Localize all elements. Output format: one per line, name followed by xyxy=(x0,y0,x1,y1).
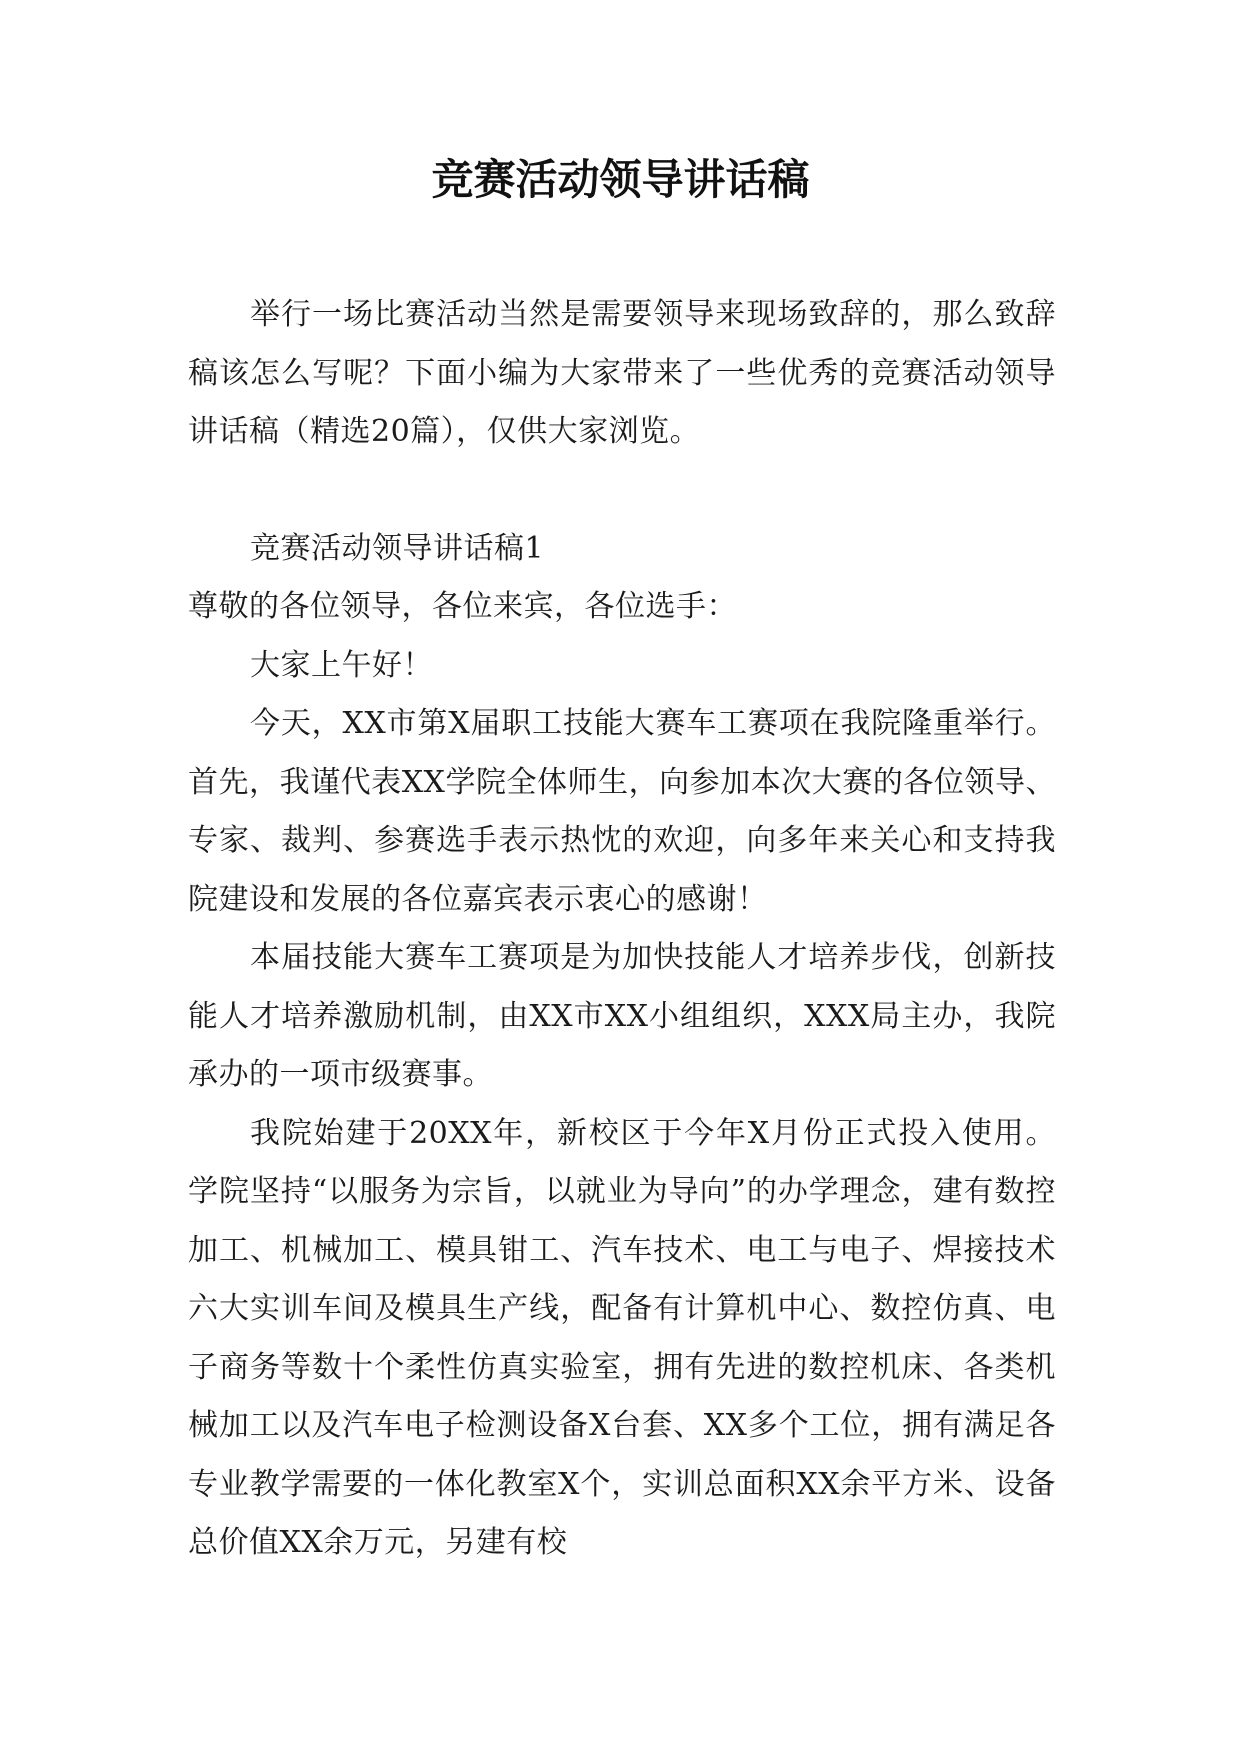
body-paragraph-1: 今天，XX市第X届职工技能大赛车工赛项在我院隆重举行。首先，我谨代表XX学院全体师生，向参加本次大赛的各位领导、专家、裁判、参赛选手表示热忱的欢迎，向多年来关心和支持我院建设和发展的各位嘉宾表示衷心的感谢！ xyxy=(188,706,1056,917)
greeting: 大家上午好！ xyxy=(250,647,433,683)
body-paragraph-2: 本届技能大赛车工赛项是为加快技能人才培养步伐，创新技能人才培养激励机制，由XX市XX小组组织，XXX局主办，我院承办的一项市级赛事。 xyxy=(188,940,1056,1092)
intro-paragraph: 举行一场比赛活动当然是需要领导来现场致辞的，那么致辞稿该怎么写呢？下面小编为大家带来了一些优秀的竞赛活动领导讲话稿（精选20篇），仅供大家浏览。 xyxy=(188,297,1056,449)
document-body xyxy=(188,286,1056,1573)
document-title: 竞赛活动领导讲话稿 xyxy=(431,155,810,204)
section-heading: 竞赛活动领导讲话稿1 xyxy=(250,530,545,566)
salutation: 尊敬的各位领导，各位来宾，各位选手： xyxy=(188,589,737,624)
body-paragraph-3: 我院始建于20XX年，新校区于今年X月份正式投入使用。学院坚持“以服务为宗旨，以就业为导向”的办学理念，建有数控加工、机械加工、模具钳工、汽车技术、电工与电子、焊接技术六大实训车间及模具生产线，配备有计算机中心、数控仿真、电子商务等数十个柔性仿真实验室，拥有先进的数控机床、各类机械加工以及汽车电子检测设备X台套、XX多个工位，拥有满足各专业教学需要的一体化教室X个，实训总面积XX余平方米、设备总价值XX余万元，另建有校 xyxy=(188,1115,1056,1560)
